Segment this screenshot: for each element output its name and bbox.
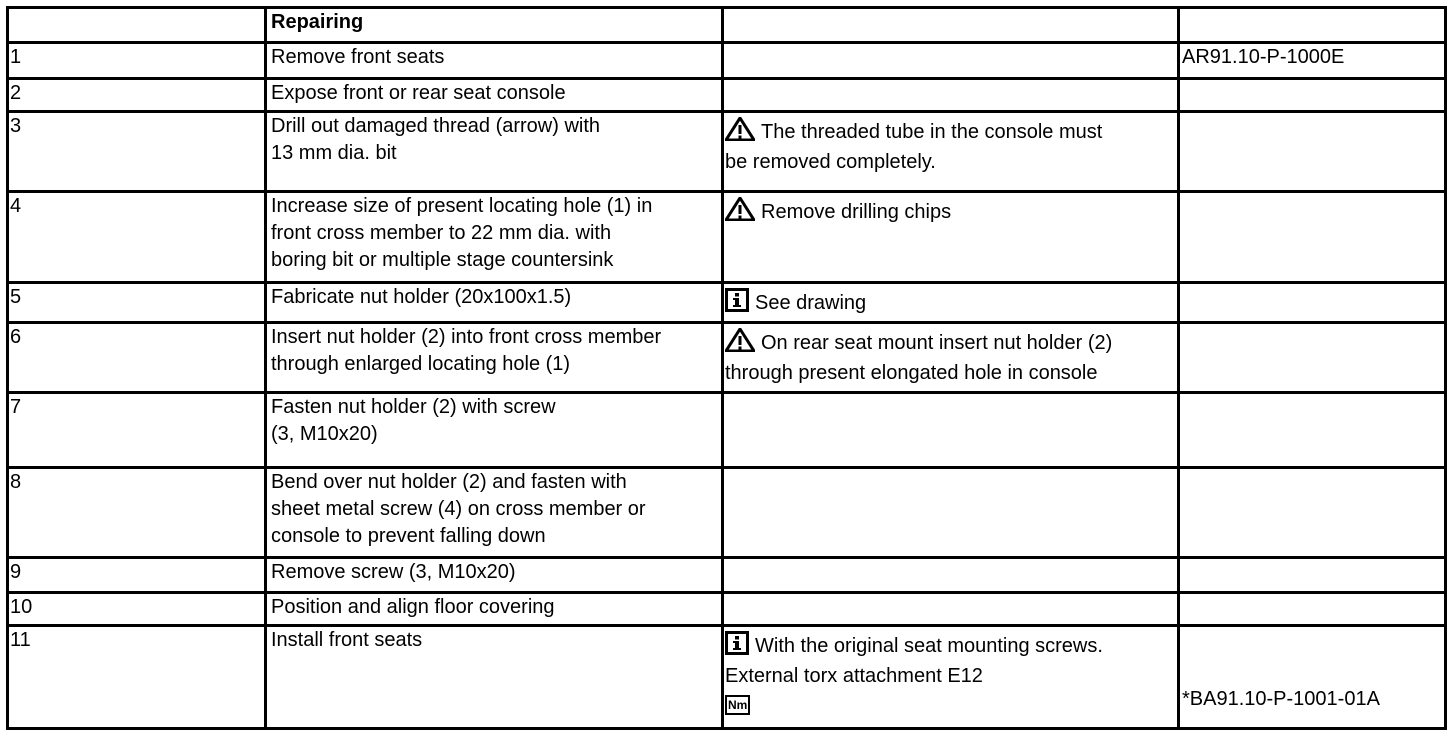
repair-procedure-table <box>6 6 1444 730</box>
step-line: boring bit or multiple stage countersink <box>271 249 614 272</box>
step-note <box>723 592 1179 625</box>
note-line: through present elongated hole in console <box>725 361 1098 384</box>
step-description <box>266 592 723 625</box>
header-col-3 <box>723 8 1179 43</box>
step-line: Fasten nut holder (2) with screw <box>271 396 556 419</box>
step-description <box>266 192 723 283</box>
step-number: 3 <box>8 111 266 192</box>
step-line: 13 mm dia. bit <box>271 141 397 164</box>
step-note <box>723 626 1179 729</box>
note-text: With the original seat mounting screws. <box>755 635 1103 658</box>
step-line: (3, M10x20) <box>271 423 378 446</box>
step-line: Bend over nut holder (2) and fasten with <box>271 470 627 493</box>
note-line <box>725 117 1174 149</box>
step-note <box>723 111 1179 192</box>
warning-icon <box>725 328 755 360</box>
step-note <box>723 43 1179 78</box>
step-description <box>266 78 723 111</box>
step-note <box>723 467 1179 558</box>
step-reference <box>1179 111 1446 192</box>
table-row <box>8 626 1446 729</box>
step-number: 1 <box>8 43 266 78</box>
warning-icon <box>725 197 755 229</box>
info-icon <box>725 631 749 663</box>
step-note <box>723 283 1179 322</box>
table-row <box>8 467 1446 558</box>
step-line: sheet metal screw (4) on cross member or <box>271 497 646 520</box>
step-note <box>723 322 1179 393</box>
step-description <box>266 558 723 592</box>
table-row <box>8 558 1446 592</box>
note-text: On rear seat mount insert nut holder (2) <box>761 331 1113 354</box>
step-number: 9 <box>8 558 266 592</box>
info-icon <box>725 288 749 320</box>
step-line: Drill out damaged thread (arrow) with <box>271 114 601 137</box>
step-reference <box>1179 393 1446 468</box>
table-row <box>8 393 1446 468</box>
step-line: front cross member to 22 mm dia. with <box>271 222 612 245</box>
note-line: be removed completely. <box>725 150 936 173</box>
table-row <box>8 111 1446 192</box>
step-reference: AR91.10-P-1000E <box>1179 43 1446 78</box>
step-line: Position and align floor covering <box>271 595 555 618</box>
step-line: Remove front seats <box>271 46 445 69</box>
table-row <box>8 592 1446 625</box>
header-col-1 <box>8 8 266 43</box>
step-description <box>266 467 723 558</box>
step-description <box>266 283 723 322</box>
table-row <box>8 192 1446 283</box>
warning-icon <box>725 117 755 149</box>
step-number: 7 <box>8 393 266 468</box>
step-reference <box>1179 558 1446 592</box>
step-reference <box>1179 322 1446 393</box>
note-line: External torx attachment E12 <box>725 665 983 688</box>
step-note <box>723 78 1179 111</box>
step-reference <box>1179 283 1446 322</box>
step-line: Expose front or rear seat console <box>271 81 566 104</box>
step-description <box>266 626 723 729</box>
step-reference <box>1179 467 1446 558</box>
table-row <box>8 322 1446 393</box>
step-line: Insert nut holder (2) into front cross member <box>271 325 662 348</box>
step-line: Increase size of present locating hole (1) in <box>271 195 653 218</box>
step-number: 4 <box>8 192 266 283</box>
table-header-row <box>8 8 1446 43</box>
step-reference <box>1179 592 1446 625</box>
step-line: console to prevent falling down <box>271 524 546 547</box>
note-line <box>725 631 1174 663</box>
step-description <box>266 322 723 393</box>
note-line <box>725 690 1174 717</box>
step-description <box>266 43 723 78</box>
step-number: 10 <box>8 592 266 625</box>
step-number: 6 <box>8 322 266 393</box>
table-row <box>8 78 1446 111</box>
step-number: 2 <box>8 78 266 111</box>
step-number: 11 <box>8 626 266 729</box>
step-note <box>723 393 1179 468</box>
step-reference <box>1179 192 1446 283</box>
step-line: Fabricate nut holder (20x100x1.5) <box>271 286 572 309</box>
note-text: See drawing <box>755 292 867 315</box>
header-col-4 <box>1179 8 1446 43</box>
table-row <box>8 283 1446 322</box>
step-reference <box>1179 78 1446 111</box>
note-line <box>725 288 1174 320</box>
torque-icon: Nm <box>725 695 750 715</box>
step-description <box>266 393 723 468</box>
step-line: Remove screw (3, M10x20) <box>271 561 516 584</box>
note-text: The threaded tube in the console must <box>761 120 1103 143</box>
step-note <box>723 558 1179 592</box>
step-number: 5 <box>8 283 266 322</box>
note-line <box>725 197 1174 229</box>
note-text: Remove drilling chips <box>761 201 952 224</box>
step-number: 8 <box>8 467 266 558</box>
step-description <box>266 111 723 192</box>
table-row <box>8 43 1446 78</box>
reference-text: *BA91.10-P-1001-01A <box>1182 688 1380 710</box>
step-line: through enlarged locating hole (1) <box>271 352 571 375</box>
note-line <box>725 328 1174 360</box>
step-reference <box>1179 626 1446 729</box>
step-line: Install front seats <box>271 629 423 652</box>
header-repairing: Repairing <box>266 8 723 43</box>
step-note <box>723 192 1179 283</box>
